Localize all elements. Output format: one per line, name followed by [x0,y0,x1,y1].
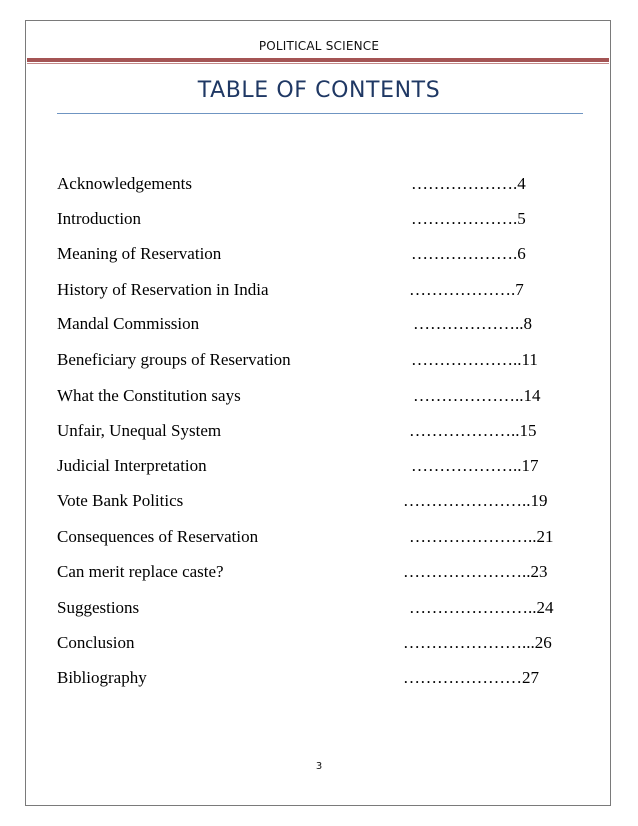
toc-entry [0,174,638,196]
toc-entry-title: Introduction [57,209,142,228]
toc-entry [0,350,638,372]
toc-entry [0,562,638,584]
toc-entry-title: Consequences of Reservation [57,527,259,546]
toc-entry [0,668,638,690]
toc-entry [0,527,638,549]
page-title: TABLE OF CONTENTS [197,78,441,103]
toc-entry-title: Unfair, Unequal System [57,421,222,440]
toc-entry-page: …………………...26 [403,633,552,652]
toc-entry-page: ………………..8 [413,314,532,333]
toc-entry-page: ………………..14 [413,386,541,405]
toc-entry-title: Acknowledgements [57,174,193,193]
toc-entry-page: ……………….4 [411,174,526,193]
toc-entry-title: Conclusion [57,633,135,652]
toc-entry [0,280,638,302]
toc-entry-title: Vote Bank Politics [57,491,184,510]
toc-entry-title: Can merit replace caste? [57,562,224,581]
toc-entry-page: …………………..23 [403,562,548,581]
toc-entry-page: ………………..11 [411,350,538,369]
running-header: POLITICAL SCIENCE [258,39,380,53]
toc-entry [0,244,638,266]
toc-entry [0,421,638,443]
toc-entry [0,314,638,336]
toc-entry [0,209,638,231]
toc-entry-page: ……………….6 [411,244,526,263]
toc-entry-title: Judicial Interpretation [57,456,207,475]
toc-entry-page: …………………..19 [403,491,548,510]
toc-entry [0,456,638,478]
toc-entry-page: …………………27 [403,668,539,687]
toc-entry-title: Mandal Commission [57,314,200,333]
toc-entry [0,386,638,408]
toc-entry-title: Bibliography [57,668,147,687]
page-number: 3 [315,761,323,772]
toc-entry-title: Meaning of Reservation [57,244,222,263]
toc-entry-title: Suggestions [57,598,140,617]
toc-entry [0,491,638,513]
toc-entry [0,633,638,655]
toc-entry-page: …………………..21 [409,527,554,546]
toc-entry-page: ……………….7 [409,280,524,299]
toc-entry-page: ………………..17 [411,456,539,475]
toc-entry-title: What the Constitution says [57,386,241,405]
toc-entry-title: Beneficiary groups of Reservation [57,350,291,369]
toc-entry [0,598,638,620]
toc-entry-page: …………………..24 [409,598,554,617]
toc-entry-page: ………………..15 [409,421,537,440]
toc-entry-page: ……………….5 [411,209,526,228]
toc-entry-title: History of Reservation in India [57,280,269,299]
